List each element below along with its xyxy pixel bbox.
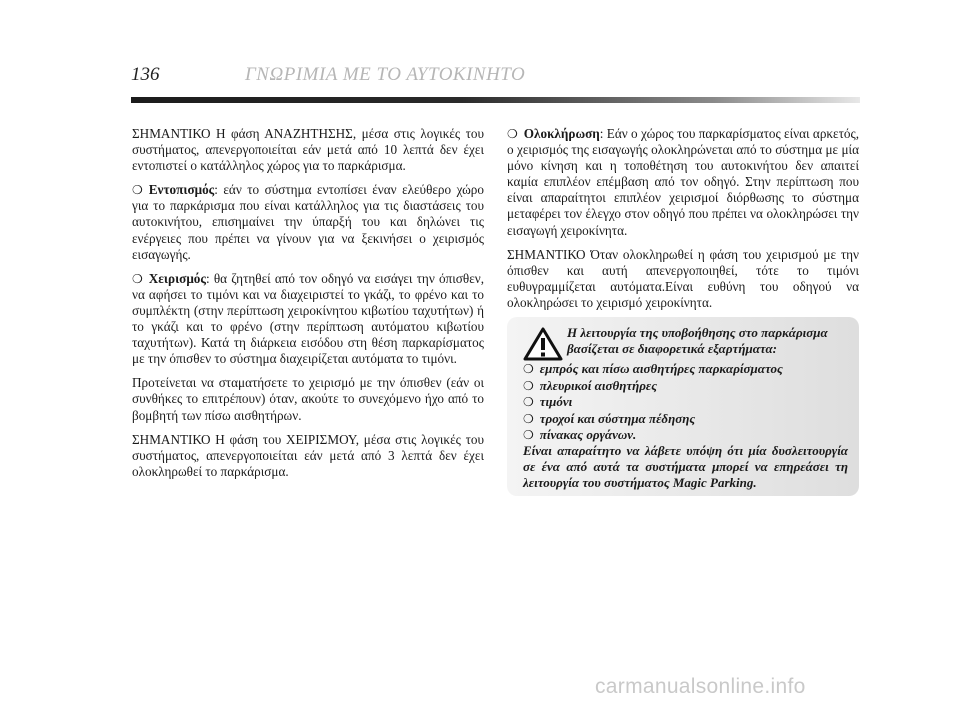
bullet-icon: ❍ <box>523 411 534 426</box>
note-completion: ΣΗΜΑΝΤΙΚΟ Όταν ολοκληρωθεί η φάση του χειρισμού με την όπισθεν και αυτή απενεργοποιηθεί, τότε το τιμόνι ευθυγραμμίζεται αυτόματα.Είναι ευθύνη του οδηγού να ολοκληρώσει το χειρισμό χειροκίνητα. <box>507 246 859 310</box>
bullet-icon: ❍ <box>523 395 534 410</box>
locating-text: : εάν το σύστημα εντοπίσει έναν ελεύθερο χώρο για το παρκάρισμα που είναι κατάλληλος για τις διαστάσεις του αυτοκινήτου, επισημαίνει την ύπαρξή του και δηλώνει τις ενέργειες που πρέπει να γίνουν για να ξεκινήσει ο χειρισμός εισαγωγής. <box>132 182 484 262</box>
bullet-icon: ❍ <box>523 378 534 393</box>
bullet-icon: ❍ <box>132 271 143 286</box>
maneuver-paragraph <box>132 271 484 368</box>
warning-note: Είναι απαραίτητο να λάβετε υπόψη ότι μία δυσλειτουργία σε ένα από αυτά τα συστήματα μπορεί να επηρεάσει τη λειτουργία του συστήματος Magic Parking. <box>523 443 848 491</box>
completion-term: Ολοκλήρωση <box>523 126 600 141</box>
completion-paragraph <box>507 126 859 239</box>
list-item: ❍ πλευρικοί αισθητήρες <box>523 377 658 393</box>
maneuver-term: Χειρισμός <box>148 270 206 286</box>
maneuver-text: : θα ζητηθεί από τον οδηγό να εισάγει την όπισθεν, να αφήσει το τιμόνι και να διαχειριστεί το γκάζι, το φρένο και το συμπλέκτη (στην περίπτωση χειροκίνητου κιβωτίου ταχυτήτων) ή το γκάζι και το φρένο (στην περίπτωση αυτόματου κιβωτίου ταχυτήτων). Κατά τη διάρκεια εισόδου στη θέση παρκαρίσματος με την όπισθεν το σύστημα διαχειρίζεται αυτόματα το τιμόνι. <box>132 270 484 367</box>
warning-title: Η λειτουργία της υποβοήθησης στο παρκάρισμα βασίζεται σε διαφορετικά εξαρτήματα: <box>567 325 828 356</box>
warning-triangle-icon <box>523 327 563 361</box>
list-item: ❍ πίνακας οργάνων. <box>523 427 637 443</box>
warning-list <box>523 361 848 444</box>
locating-term: Εντοπισμός <box>148 182 215 198</box>
bullet-icon: ❍ <box>132 183 143 198</box>
watermark: carmanualsonline.info <box>595 675 806 698</box>
bullet-icon: ❍ <box>523 428 534 443</box>
list-item: ❍ εμπρός και πίσω αισθητήρες παρκαρίσματος <box>523 361 783 376</box>
warning-box <box>507 317 859 496</box>
list-item: ❍ τιμόνι <box>523 394 573 410</box>
note-search-phase: ΣΗΜΑΝΤΙΚΟ Η φάση ΑΝΑΖΗΤΗΣΗΣ, μέσα στις λογικές του συστήματος, απενεργοποιείται εάν μετά από 10 λεπτά δεν έχει εντοπιστεί ο κατάλληλος χώρος για το παρκάρισμα. <box>132 126 484 174</box>
bullet-icon: ❍ <box>523 362 534 376</box>
locating-paragraph <box>132 182 484 262</box>
right-column <box>507 126 859 319</box>
bullet-icon: ❍ <box>507 127 518 141</box>
running-title: ΓΝΩΡΙΜΙΑ ΜΕ ΤΟ ΑΥΤΟΚΙΝΗΤΟ <box>245 64 526 85</box>
completion-text: : Εάν ο χώρος του παρκαρίσματος είναι αρκετός, ο χειρισμός της εισαγωγής ολοκληρώνεται από το σύστημα με μία μόνο κίνηση και η τοποθέτηση του αυτοκινήτου δεν απαιτεί καμία επιπλέον επέμβαση από τον οδηγό. Στην περίπτωση που είναι απαραίτητοι επιπλέον χειρισμοί διόρθωσης το σύστημα μεταφέρει τον έλεγχο στον οδηγό που πρέπει να ολοκληρώσει την εισαγωγή χειροκίνητα. <box>507 126 859 238</box>
page-number: 136 <box>131 64 160 85</box>
header-rule <box>131 97 860 103</box>
note-maneuver-phase: ΣΗΜΑΝΤΙΚΟ Η φάση του ΧΕΙΡΙΣΜΟΥ, μέσα στις λογικές του συστήματος, απενεργοποιείται εάν μετά από 3 λεπτά δεν έχει ολοκληρωθεί το παρκάρισμα. <box>132 431 484 479</box>
recommendation-paragraph: Προτείνεται να σταματήσετε το χειρισμό με την όπισθεν (εάν οι συνθήκες το επιτρέπουν) όταν, ακούτε το συνεχόμενο ήχο από το βομβητή των πίσω αισθητήρων. <box>132 375 484 423</box>
list-item: ❍ τροχοί και σύστημα πέδησης <box>523 410 696 426</box>
left-column <box>132 126 484 488</box>
